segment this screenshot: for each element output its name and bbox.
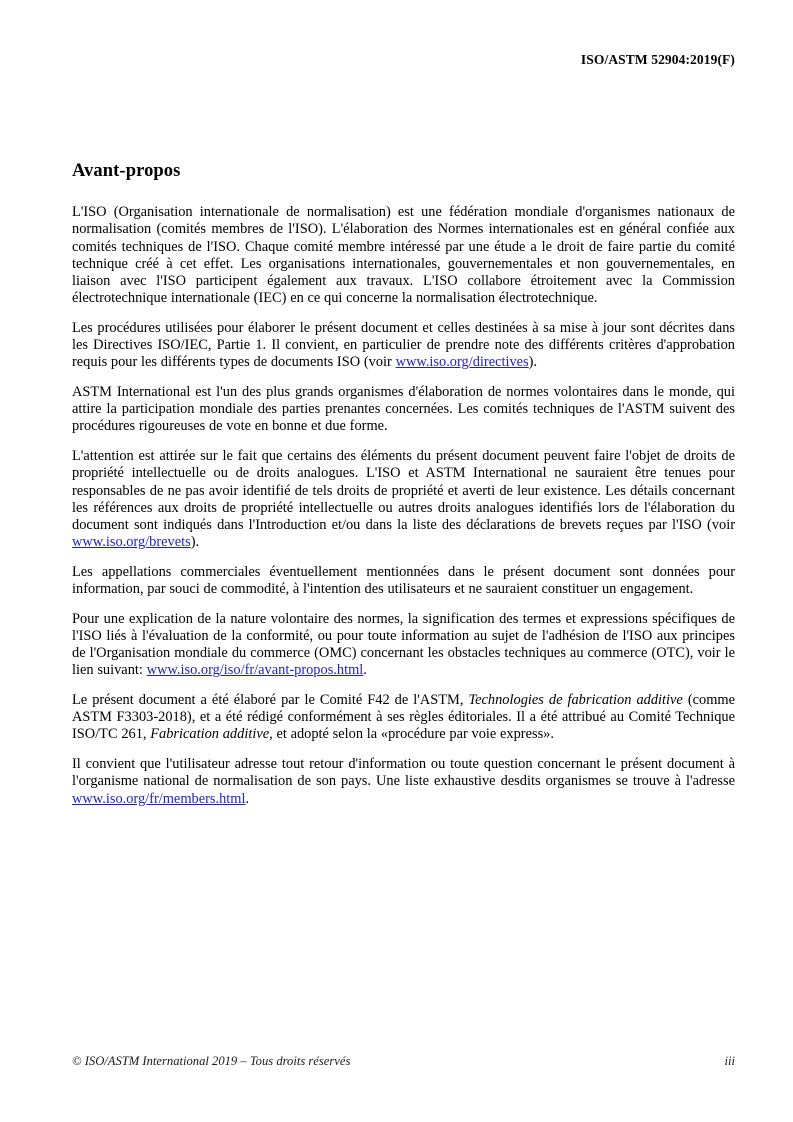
standard-title-italic: Technologies de fabrication additive <box>468 692 683 709</box>
link-iso-directives[interactable]: www.iso.org/directives <box>395 354 529 371</box>
page-title: Avant-propos <box>72 161 181 181</box>
link-iso-avant-propos[interactable]: www.iso.org/iso/fr/avant-propos.html <box>146 662 364 679</box>
paragraph-procedures <box>72 320 735 372</box>
paragraph-text-segment: Les procédures utilisées pour élaborer le présent document et celles destinées à sa mise à jour sont décrites dans les Directives ISO/IEC, Partie 1. Il convient, en particulier de prendre note des différents critères d'approbation requis pour les différents types de documents ISO (voir <box>72 319 735 371</box>
paragraph-text-segment: L'attention est attirée sur le fait que certains des éléments du présent document peuvent faire l'objet de droits de propriété intellectuelle ou de droits analogues. L'ISO et ASTM International ne sauraient être tenues pour responsables de ne pas avoir identifié de tels droits de propriété et averti de leur existence. Les détails concernant les références aux droits de propriété intellectuelle ou autres droits analogues identifiés lors de l'élaboration du document sont indiqués dans l'Introduction et/ou dans la liste des déclarations de brevets reçues par l'ISO (voir <box>72 448 735 533</box>
paragraph-text-segment: Pour une explication de la nature volontaire des normes, la signification des termes et expressions spécifiques de l'ISO liés à l'évaluation de la conformité, ou pour toute information au sujet de l'adhésion de l'ISO aux principes de l'Organisation mondiale du commerce (OMC) concernant les obstacles techniques au commerce (OTC), voir le lien suivant: <box>72 610 735 679</box>
paragraph-text-segment: Le présent document a été élaboré par le Comité F42 de l'ASTM, <box>72 692 469 709</box>
page-number: iii <box>724 1054 735 1068</box>
link-iso-brevets[interactable]: www.iso.org/brevets <box>72 534 191 551</box>
link-iso-members[interactable]: www.iso.org/fr/members.html <box>72 790 246 807</box>
paragraph-text-segment: Il convient que l'utilisateur adresse tout retour d'information ou toute question concernant le présent document à l'organisme national de normalisation de son pays. Une liste exhaustive desdits organismes se trouve à l'adresse <box>72 756 735 790</box>
paragraph-text-segment: , et adopté selon la «procédure par voie express». <box>269 726 554 743</box>
paragraph-iso-description: L'ISO (Organisation internationale de normalisation) est une fédération mondiale d'organismes nationaux de normalisation (comités membres de l'ISO). L'élaboration des Normes internationales est en général confiée aux comités techniques de l'ISO. Chaque comité membre intéressé par une étude a le droit de faire partie du comité technique créé à cet effet. Les organisations internationales, gouvernementales et non gouvernementales, en liaison avec l'ISO participent également aux travaux. L'ISO collabore étroitement avec la Commission électrotechnique internationale (IEC) en ce qui concerne la normalisation électrotechnique. <box>72 204 735 307</box>
paragraph-text-segment: (comme ASTM F3303-2018), et a été rédigé conformément à ses règles éditoriales. Il a été attribué au Comité Technique ISO/TC 261, <box>72 692 735 743</box>
document-identifier: ISO/ASTM 52904:2019(F) <box>580 52 735 67</box>
paragraph-astm-international: ASTM International est l'un des plus grands organismes d'élaboration de normes volontaires dans le monde, qui attire la participation mondiale des parties prenantes concernées. Les comités techniques de l'ASTM suivent des procédures rigoureuses de vote en bonne et due forme. <box>72 384 735 435</box>
paragraph-patent-rights <box>72 448 735 551</box>
paragraph-text-segment: . <box>363 662 367 679</box>
page-footer <box>72 1054 735 1069</box>
paragraph-text-segment: ). <box>528 354 538 371</box>
paragraph-committee-origin <box>72 692 735 744</box>
committee-title-italic: Fabrication additive <box>150 726 270 743</box>
paragraph-trade-names: Les appellations commerciales éventuellement mentionnées dans le présent document sont données pour information, par souci de commodité, à l'intention des utilisateurs et ne sauraient constituer un engagement. <box>72 563 735 598</box>
paragraph-user-feedback <box>72 756 735 808</box>
running-header <box>72 52 735 68</box>
paragraph-text-segment: . <box>245 790 250 807</box>
paragraph-text-segment: ). <box>190 534 200 551</box>
copyright-notice: © ISO/ASTM International 2019 – Tous droits réservés <box>72 1054 351 1068</box>
document-body <box>72 160 735 808</box>
paragraph-wto-tbt <box>72 611 735 680</box>
